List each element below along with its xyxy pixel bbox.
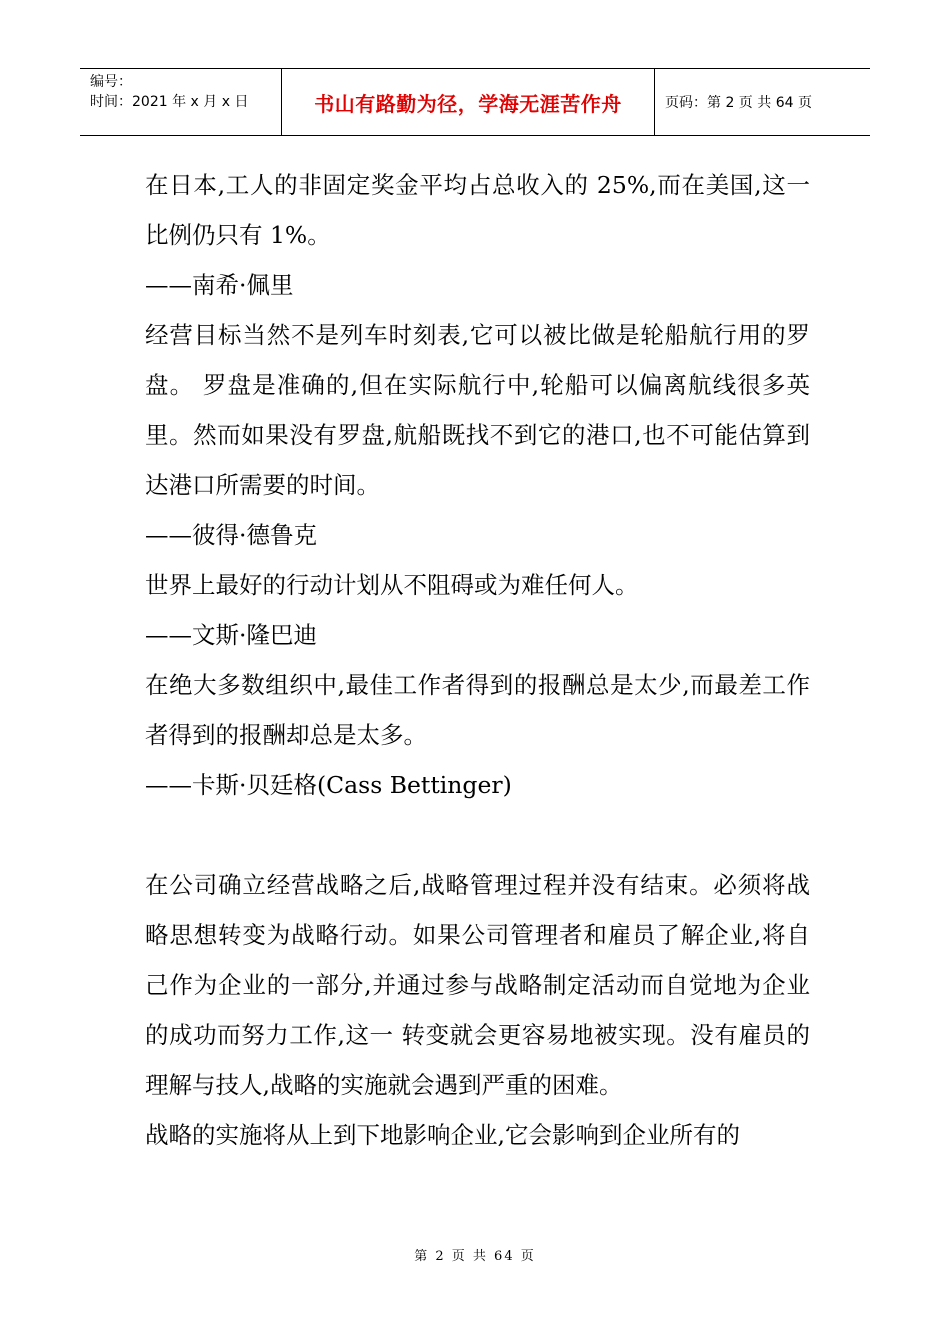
paragraph: 在绝大多数组织中,最佳工作者得到的报酬总是太少,而最差工作者得到的报酬却总是太多。 bbox=[145, 671, 810, 749]
page-footer: 第 2 页 共 64 页 bbox=[414, 1249, 536, 1264]
paragraph: 在日本,工人的非固定奖金平均占总收入的 25%,而在美国,这一比例仍只有 1%。 bbox=[145, 171, 810, 249]
blank-line bbox=[145, 810, 810, 860]
page-header bbox=[80, 68, 870, 136]
header-meta bbox=[80, 69, 282, 135]
paragraph: 在公司确立经营战略之后,战略管理过程并没有结束。必须将战略思想转变为战略行动。如果公司管理者和雇员了解企业,将自己作为企业的一部分,并通过参与战略制定活动而自觉地为企业的成功而努力工作,这一 转变就会更容易地被实现。没有雇员的理解与技人,战略的实施就会遇到严重的困难。 bbox=[145, 871, 810, 1099]
header-page-number: 页码：第 2 页 共 64 页 bbox=[665, 95, 812, 111]
quote-attribution: ——卡斯·贝廷格(Cass Bettinger) bbox=[145, 771, 512, 799]
header-motto: 书山有路勤为径，学海无涯苦作舟 bbox=[282, 69, 655, 135]
paragraph: 世界上最好的行动计划从不阻碍或为难任何人。 bbox=[145, 571, 639, 599]
paragraph: 经营目标当然不是列车时刻表,它可以被比做是轮船航行用的罗盘。 罗盘是准确的,但在实际航行中,轮船可以偏离航线很多英里。然而如果没有罗盘,航船既找不到它的港口,也不可能估算到达港口所需要的时间。 bbox=[145, 321, 810, 499]
document-time-label: 时间：2021 年 x 月 x 日 bbox=[90, 94, 249, 110]
paragraph: 战略的实施将从上到下地影响企业,它会影响到企业所有的 bbox=[145, 1121, 740, 1149]
document-number-label: 编号： bbox=[90, 74, 132, 90]
quote-attribution: ——南希·佩里 bbox=[145, 271, 294, 299]
document-body bbox=[145, 160, 810, 1160]
quote-attribution: ——彼得·德鲁克 bbox=[145, 521, 317, 549]
quote-attribution: ——文斯·隆巴迪 bbox=[145, 621, 317, 649]
